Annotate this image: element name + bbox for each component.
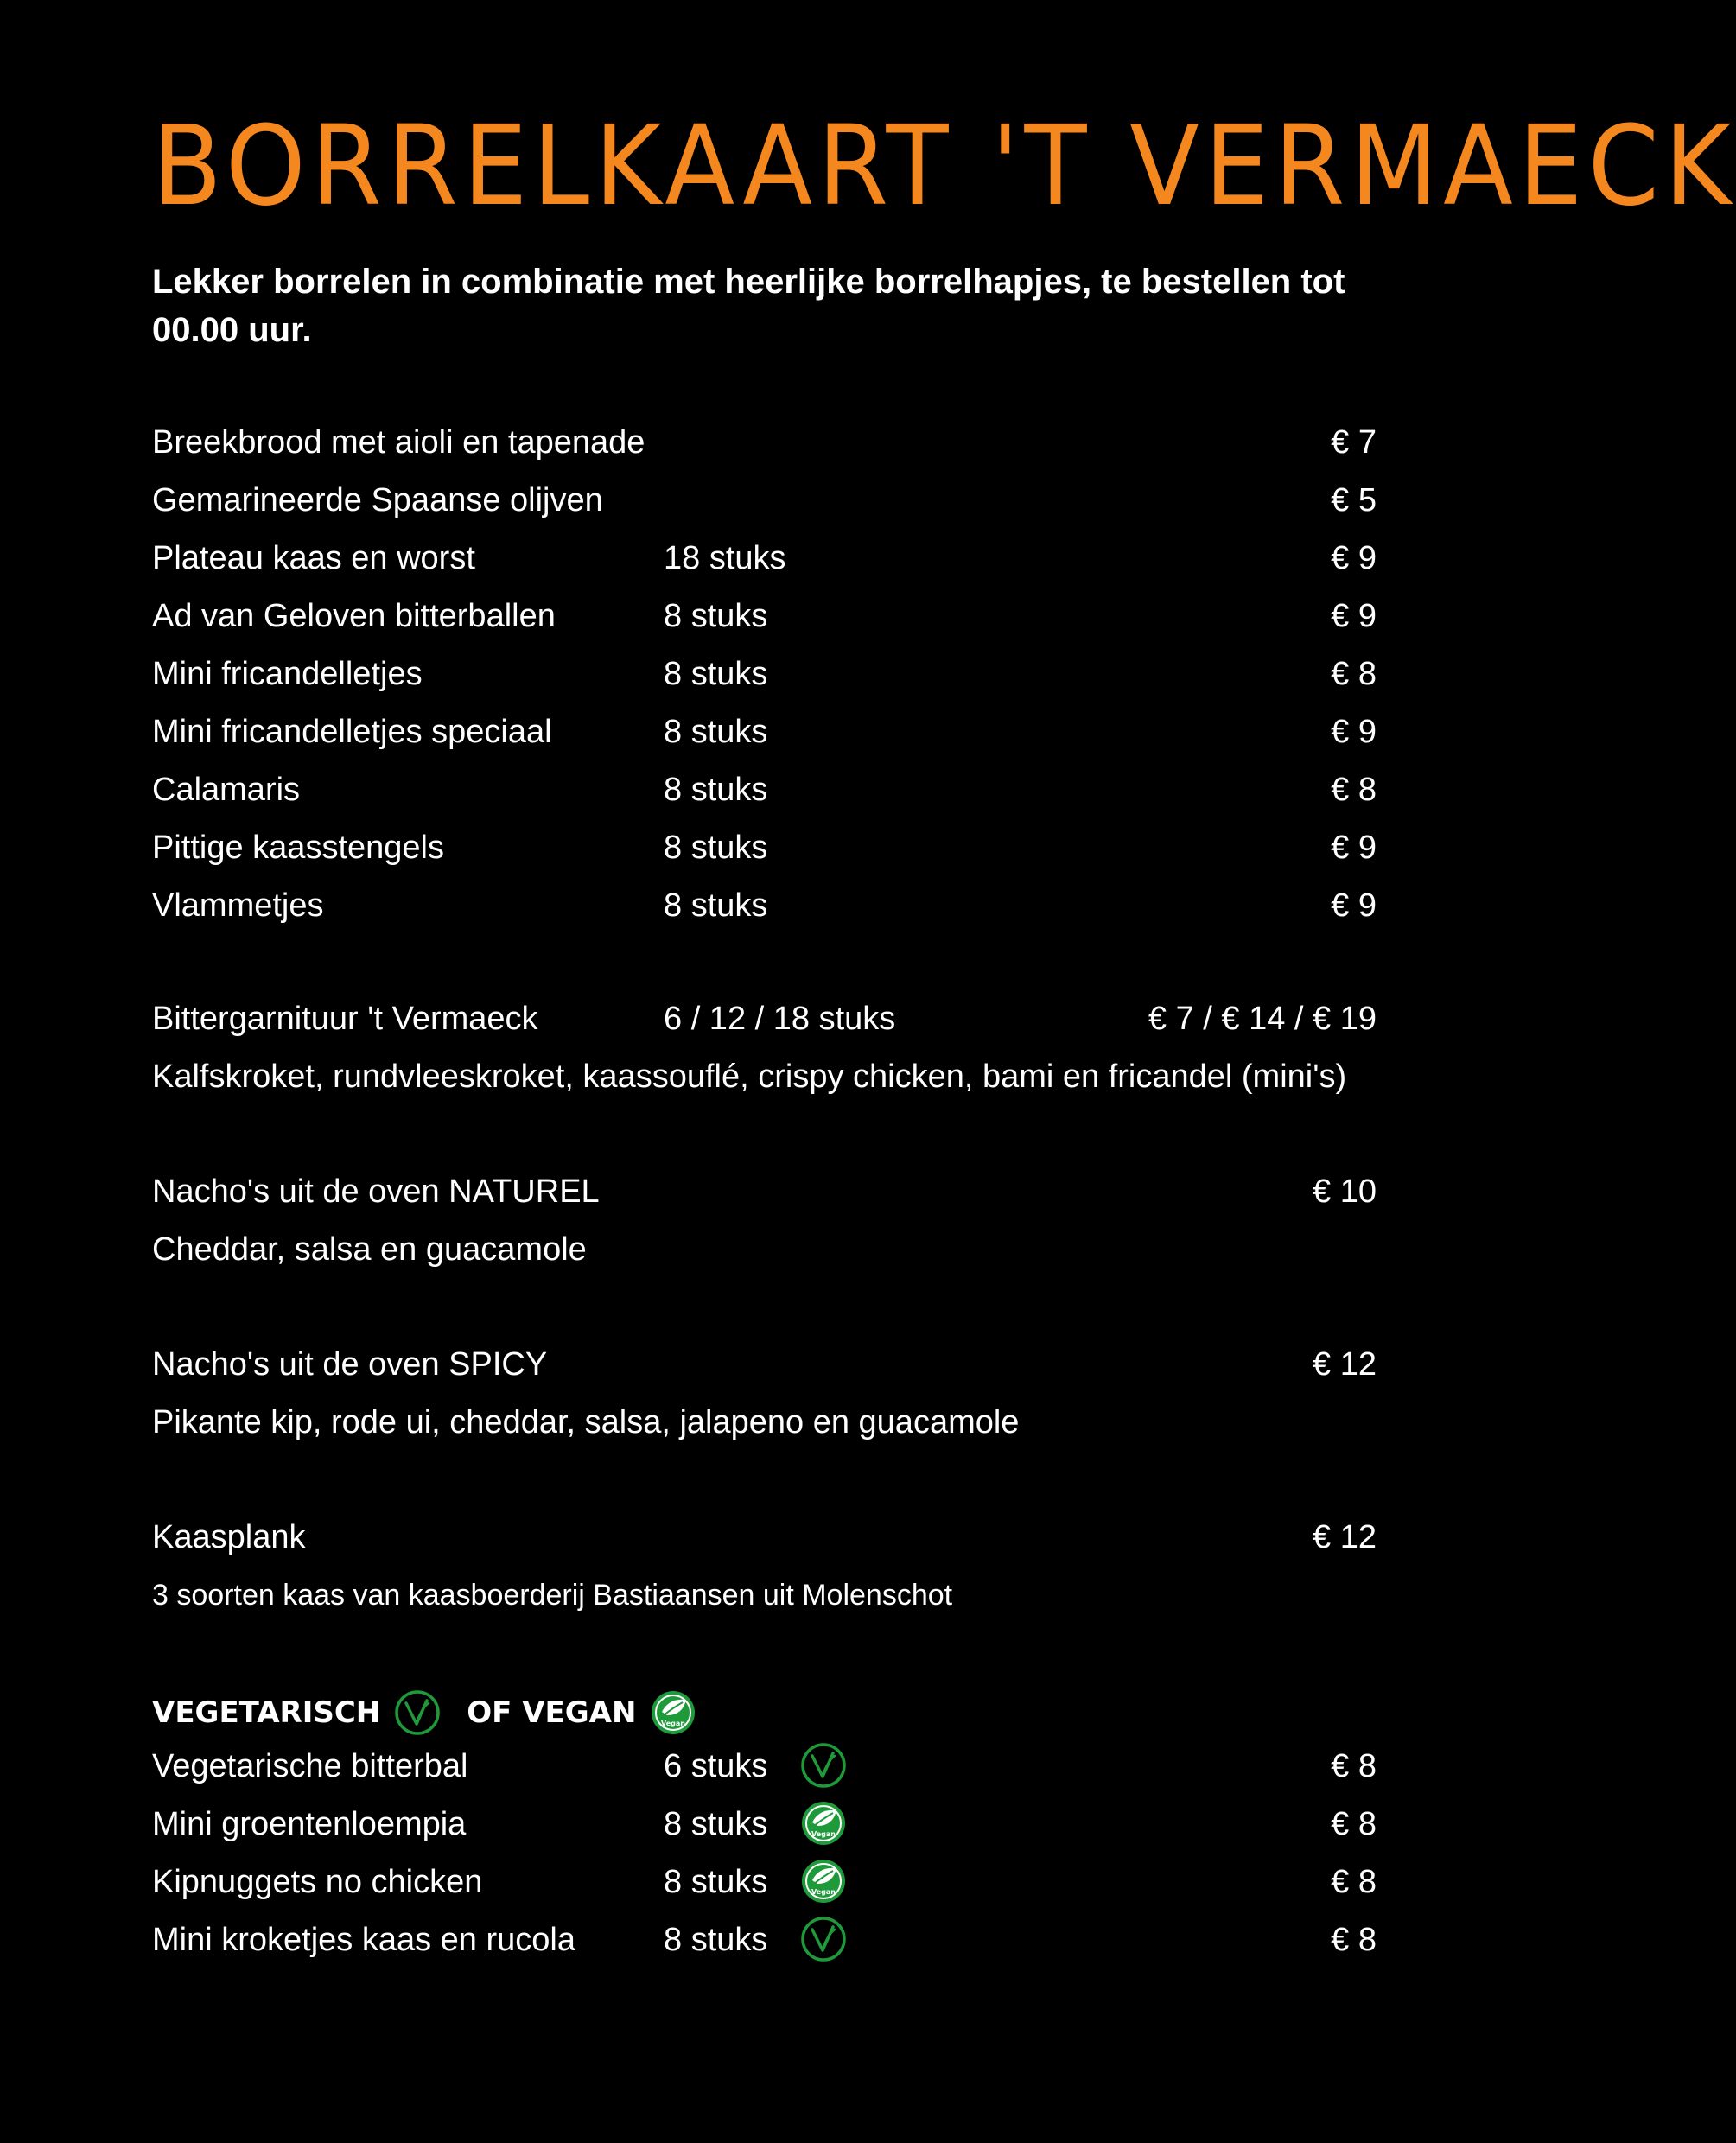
vegan-label: OF VEGAN bbox=[467, 1695, 637, 1730]
menu-item bbox=[0, 764, 1510, 816]
item-quantity: 8 stuks bbox=[664, 887, 768, 924]
item-description: 3 soorten kaas van kaasboerderij Bastiaansen uit Molenschot bbox=[152, 1579, 953, 1612]
nachos-naturel-item bbox=[0, 1166, 1510, 1218]
item-description-row bbox=[0, 1569, 1510, 1621]
item-quantity: 8 stuks bbox=[664, 1806, 768, 1842]
item-name: Mini kroketjes kaas en rucola bbox=[152, 1922, 575, 1958]
veg-item bbox=[0, 1798, 1510, 1850]
bittergarnituur-item bbox=[0, 993, 1510, 1045]
item-quantity: 8 stuks bbox=[664, 656, 768, 692]
item-price: € 7 / € 14 / € 19 bbox=[1148, 1001, 1377, 1037]
item-name: Vlammetjes bbox=[152, 887, 324, 924]
veg-item bbox=[0, 1914, 1510, 1966]
item-price: € 9 bbox=[1331, 887, 1377, 924]
item-price: € 9 bbox=[1331, 598, 1377, 634]
item-name: Vegetarische bitterbal bbox=[152, 1748, 468, 1784]
menu-item bbox=[0, 532, 1510, 584]
item-name: Mini groentenloempia bbox=[152, 1806, 467, 1842]
item-price: € 8 bbox=[1331, 1922, 1377, 1958]
item-name: Breekbrood met aioli en tapenade bbox=[152, 424, 645, 461]
item-quantity: 6 / 12 / 18 stuks bbox=[664, 1001, 896, 1037]
item-description-row bbox=[0, 1224, 1510, 1275]
item-description: Cheddar, salsa en guacamole bbox=[152, 1231, 587, 1268]
item-name: Calamaris bbox=[152, 772, 301, 808]
menu-item bbox=[0, 474, 1510, 526]
item-name: Gemarineerde Spaanse olijven bbox=[152, 482, 603, 518]
kaasplank-item bbox=[0, 1511, 1510, 1563]
item-price: € 8 bbox=[1331, 1806, 1377, 1842]
item-name: Mini fricandelletjes bbox=[152, 656, 423, 692]
vegan-icon bbox=[800, 1858, 847, 1905]
item-name: Pittige kaasstengels bbox=[152, 830, 444, 866]
menu-item bbox=[0, 648, 1510, 700]
item-quantity: 8 stuks bbox=[664, 772, 768, 808]
svg-text:Vegan: Vegan bbox=[811, 1830, 836, 1838]
menu-item bbox=[0, 706, 1510, 758]
veg-item bbox=[0, 1740, 1510, 1792]
item-quantity: 8 stuks bbox=[664, 598, 768, 634]
nachos-spicy-item bbox=[0, 1339, 1510, 1390]
item-quantity: 8 stuks bbox=[664, 830, 768, 866]
item-quantity: 8 stuks bbox=[664, 1864, 768, 1900]
item-name: Bittergarnituur 't Vermaeck bbox=[152, 1001, 538, 1037]
item-name: Nacho's uit de oven SPICY bbox=[152, 1346, 548, 1383]
intro-text: Lekker borrelen in combinatie met heerlijke borrelhapjes, te bestellen tot 00.00 uur. bbox=[152, 263, 1345, 349]
menu-title: BORRELKAART 'T VERMAECK bbox=[152, 101, 1736, 231]
item-price: € 8 bbox=[1331, 656, 1377, 692]
item-quantity: 6 stuks bbox=[664, 1748, 768, 1784]
item-name: Kaasplank bbox=[152, 1519, 306, 1555]
item-price: € 10 bbox=[1313, 1173, 1377, 1210]
vegan-icon bbox=[650, 1689, 696, 1736]
item-description: Kalfskroket, rundvleeskroket, kaassouflé, crispy chicken, bami en fricandel (mini's) bbox=[152, 1059, 1347, 1095]
item-description: Pikante kip, rode ui, cheddar, salsa, jalapeno en guacamole bbox=[152, 1404, 1020, 1440]
item-name: Nacho's uit de oven NATUREL bbox=[152, 1173, 600, 1210]
item-quantity: 8 stuks bbox=[664, 714, 768, 750]
vegetarian-icon bbox=[800, 1742, 847, 1789]
menu-item bbox=[0, 880, 1510, 932]
item-price: € 9 bbox=[1331, 714, 1377, 750]
vegetarian-icon bbox=[800, 1916, 847, 1962]
item-description-row bbox=[0, 1396, 1510, 1448]
item-description-row bbox=[0, 1051, 1510, 1103]
item-price: € 9 bbox=[1331, 540, 1377, 576]
item-quantity: 8 stuks bbox=[664, 1922, 768, 1958]
menu-item bbox=[0, 417, 1510, 468]
item-price: € 7 bbox=[1331, 424, 1377, 461]
veg-section-heading bbox=[152, 1685, 722, 1740]
item-name: Mini fricandelletjes speciaal bbox=[152, 714, 552, 750]
svg-text:Vegan: Vegan bbox=[811, 1888, 836, 1896]
item-price: € 8 bbox=[1331, 772, 1377, 808]
item-price: € 9 bbox=[1331, 830, 1377, 866]
vegan-icon bbox=[800, 1800, 847, 1847]
vegetarian-icon bbox=[394, 1689, 441, 1736]
item-price: € 5 bbox=[1331, 482, 1377, 518]
item-price: € 12 bbox=[1313, 1346, 1377, 1383]
item-name: Plateau kaas en worst bbox=[152, 540, 475, 576]
item-price: € 8 bbox=[1331, 1864, 1377, 1900]
veg-item bbox=[0, 1856, 1510, 1908]
item-quantity: 18 stuks bbox=[664, 540, 786, 576]
vegetarian-label: VEGETARISCH bbox=[152, 1695, 381, 1730]
item-name: Ad van Geloven bitterballen bbox=[152, 598, 556, 634]
menu-item bbox=[0, 822, 1510, 874]
menu-item bbox=[0, 590, 1510, 642]
item-name: Kipnuggets no chicken bbox=[152, 1864, 483, 1900]
item-price: € 8 bbox=[1331, 1748, 1377, 1784]
item-price: € 12 bbox=[1313, 1519, 1377, 1555]
svg-text:Vegan: Vegan bbox=[661, 1720, 686, 1727]
